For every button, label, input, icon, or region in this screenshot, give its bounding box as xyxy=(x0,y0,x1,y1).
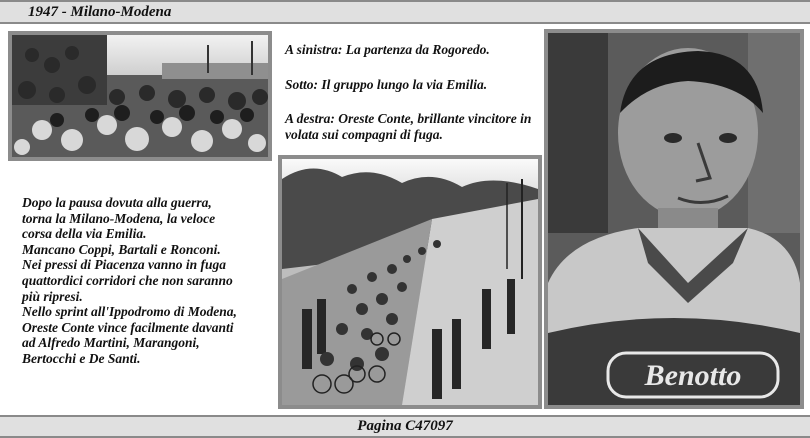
caption-left-photo: A sinistra: La partenza da Rogoredo. xyxy=(285,42,490,57)
crowd-photo-illustration xyxy=(12,35,268,157)
story-line: Nei pressi di Piacenza vanno in fuga xyxy=(22,257,227,273)
photo-oreste-conte xyxy=(544,29,804,409)
story-line: Mancano Coppi, Bartali e Ronconi. xyxy=(22,241,221,257)
portrait-photo-illustration xyxy=(548,33,800,405)
jersey-sponsor-text: Benotto xyxy=(644,359,742,392)
peloton-photo-illustration xyxy=(282,159,538,405)
story-line: più ripresi. xyxy=(22,288,83,304)
story-line: torna la Milano-Modena, la veloce xyxy=(22,210,216,226)
caption-right-photo: A destra: Oreste Conte, brillante vincitore in volata sui compagni di fuga. xyxy=(285,111,532,142)
page-number: Pagina C47097 xyxy=(357,418,453,434)
page-title: 1947 - Milano-Modena xyxy=(28,4,172,20)
photo-group-via-emilia xyxy=(278,155,542,409)
photo-start-rogoredo xyxy=(8,31,272,161)
story-line: Oreste Conte vince facilmente davanti xyxy=(22,319,234,335)
header-bar xyxy=(0,0,810,24)
story-line: Nello sprint all'Ippodromo di Modena, xyxy=(22,304,237,320)
story-line: ad Alfredo Martini, Marangoni, xyxy=(22,335,200,351)
story-line: corsa della via Emilia. xyxy=(22,226,147,242)
caption-below-photo: Sotto: Il gruppo lungo la via Emilia. xyxy=(285,77,488,92)
story-line: Dopo la pausa dovuta alla guerra, xyxy=(22,195,212,210)
footer-bar xyxy=(0,415,810,438)
story-text xyxy=(22,195,282,367)
story-line: Bertocchi e De Santi. xyxy=(22,350,141,366)
story-line: quattordici corridori che non saranno xyxy=(22,272,233,288)
